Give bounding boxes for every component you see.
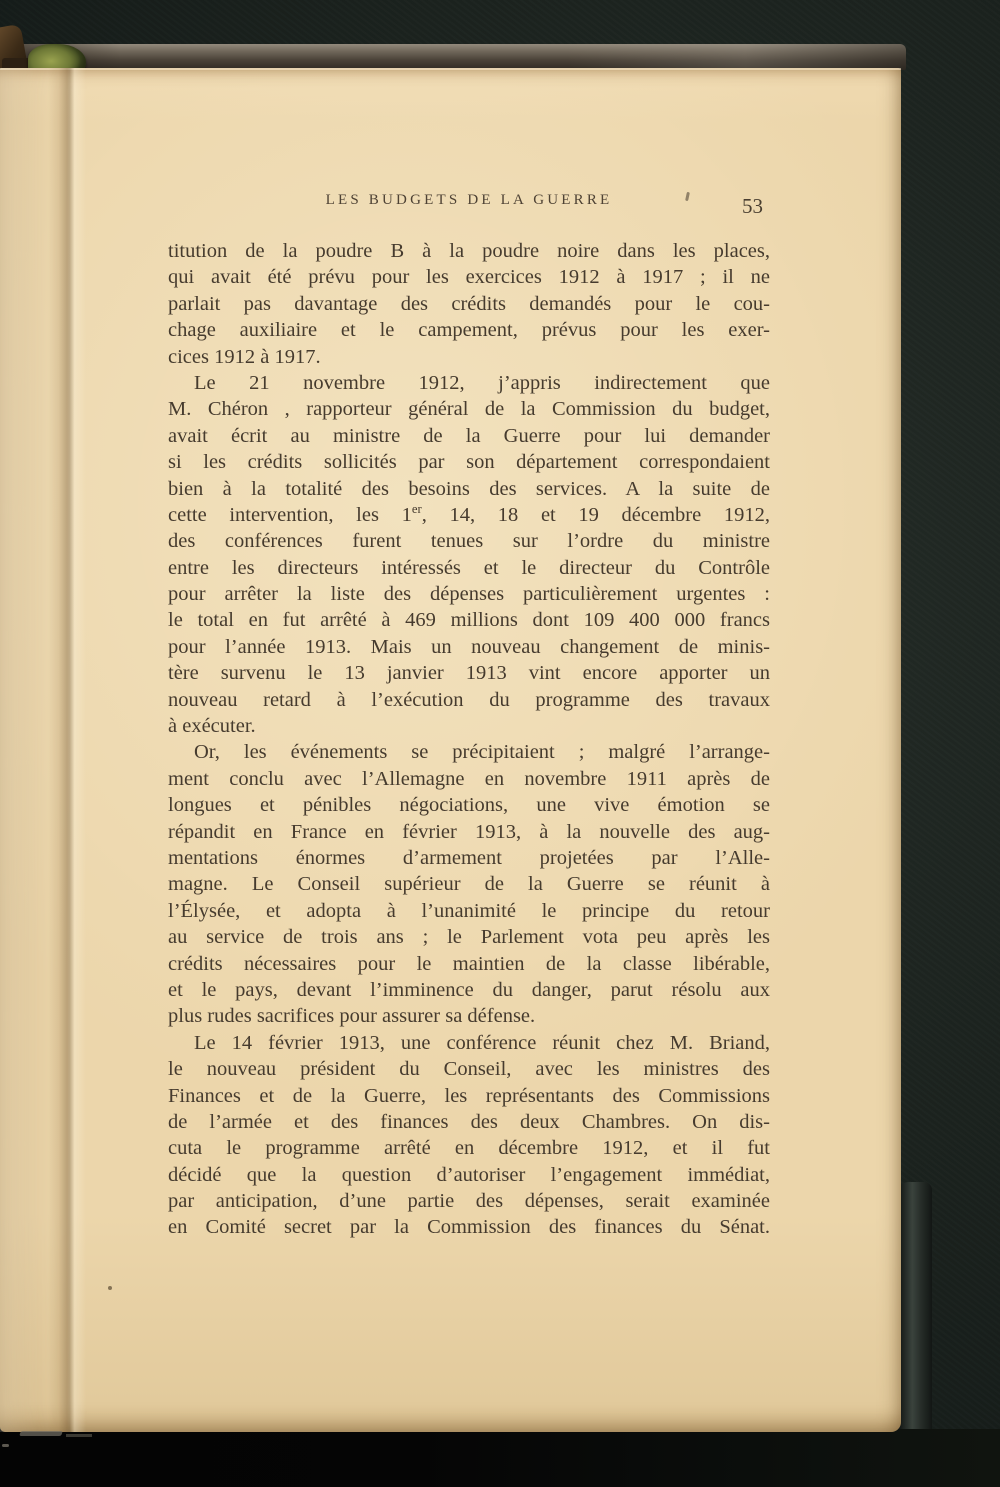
text-line: entre les directeurs intéressés et le directeur du Contrôle <box>168 556 770 579</box>
text-line: Or, les événements se précipitaient ; malgré l’arrange- <box>194 741 770 764</box>
text-line: au service de trois ans ; le Parlement vota peu après les <box>168 926 770 949</box>
text-line: l’Élysée, et adopta à l’unanimité le principe du retour <box>168 899 770 922</box>
text-line: M. Chéron , rapporteur général de la Commission du budget, <box>168 398 770 421</box>
text-line: titution de la poudre B à la poudre noire dans les places, <box>168 240 770 262</box>
text-line: cices 1912 à 1917. <box>168 345 321 368</box>
text-segment: cette intervention, les 1 <box>168 503 412 526</box>
running-header-title: LES BUDGETS DE LA GUERRE <box>325 192 613 208</box>
paper-speck <box>108 1286 112 1290</box>
page-stack-mark <box>2 1444 9 1447</box>
text-line: cuta le programme arrêté en décembre 1912, et il fut <box>168 1137 770 1160</box>
text-line: le nouveau président du Conseil, avec les ministres des <box>168 1058 770 1081</box>
paragraph <box>168 1030 770 1241</box>
text-line: nouveau retard à l’exécution du programme des travaux <box>168 688 770 711</box>
text-line: à exécuter. <box>168 715 256 738</box>
book-cover-top-edge <box>14 44 906 70</box>
text-line: ment conclu avec l’Allemagne en novembre 1911 après de <box>168 767 770 790</box>
text-line: tère survenu le 13 janvier 1913 vint encore apporter un <box>168 662 770 685</box>
text-line: qui avait été prévu pour les exercices 1912 à 1917 ; il ne <box>168 266 770 289</box>
text-line: parlait pas davantage des crédits demandés pour le cou- <box>168 292 770 315</box>
text-segment: , 14, 18 et 19 décembre 1912, <box>421 503 770 526</box>
text-line: en Comité secret par la Commission des finances du Sénat. <box>168 1216 770 1239</box>
page-stack-mark <box>19 1431 63 1436</box>
text-line: si les crédits sollicités par son département correspondaient <box>168 451 770 474</box>
text-line: et le pays, devant l’imminence du danger, parut résolu aux <box>168 978 770 1001</box>
text-line: avait écrit au ministre de la Guerre pour lui demander <box>168 424 770 447</box>
text-line: crédits nécessaires pour le maintien de la classe libérable, <box>168 952 770 975</box>
paragraph <box>168 739 770 1029</box>
text-line: Le 21 novembre 1912, j’appris indirectement que <box>194 371 770 394</box>
body-text <box>168 238 770 1241</box>
text-line: Finances et de la Guerre, les représentants des Commissions <box>168 1084 770 1107</box>
text-line: de l’armée et des finances des deux Chambres. On dis- <box>168 1110 770 1133</box>
page-gutter-area <box>0 68 48 1432</box>
text-line: bien à la totalité des besoins des services. A la suite de <box>168 477 770 500</box>
book-page <box>0 68 901 1432</box>
book-cover-right-edge <box>898 1182 932 1458</box>
text-line: Le 14 février 1913, une conférence réunit chez M. Briand, <box>194 1031 770 1054</box>
text-line: le total en fut arrêté à 469 millions dont 109 400 000 francs <box>168 609 770 632</box>
scan-bottom-shadow <box>0 1429 1000 1487</box>
ordinal-superscript: er <box>411 502 422 517</box>
page-edge-highlight <box>0 68 901 70</box>
text-line: pour arrêter la liste des dépenses particulièrement urgentes : <box>168 583 770 606</box>
text-line: mentations énormes d’armement projetées par l’Alle- <box>168 846 770 869</box>
text-line: décidé que la question d’autoriser l’engagement immédiat, <box>168 1163 770 1186</box>
text-line: magne. Le Conseil supérieur de la Guerre se réunit à <box>168 873 770 896</box>
text-line: longues et pénibles négociations, une vive émotion se <box>168 794 770 817</box>
text-line: pour l’année 1913. Mais un nouveau changement de minis- <box>168 635 770 658</box>
page-gutter-crease <box>48 68 86 1432</box>
text-line: chage auxiliaire et le campement, prévus pour les exer- <box>168 319 770 342</box>
paragraph <box>168 370 770 739</box>
text-line <box>168 502 770 528</box>
text-line: des conférences furent tenues sur l’ordre du ministre <box>168 530 770 553</box>
text-line: par anticipation, d’une partie des dépenses, serait examinée <box>168 1190 770 1213</box>
text-line: répandit en France en février 1913, à la nouvelle des aug- <box>168 820 770 843</box>
text-line: plus rudes sacrifices pour assurer sa défense. <box>168 1005 536 1028</box>
paragraph <box>168 238 770 370</box>
page-number: 53 <box>742 194 763 218</box>
page-stack-mark <box>66 1434 92 1437</box>
